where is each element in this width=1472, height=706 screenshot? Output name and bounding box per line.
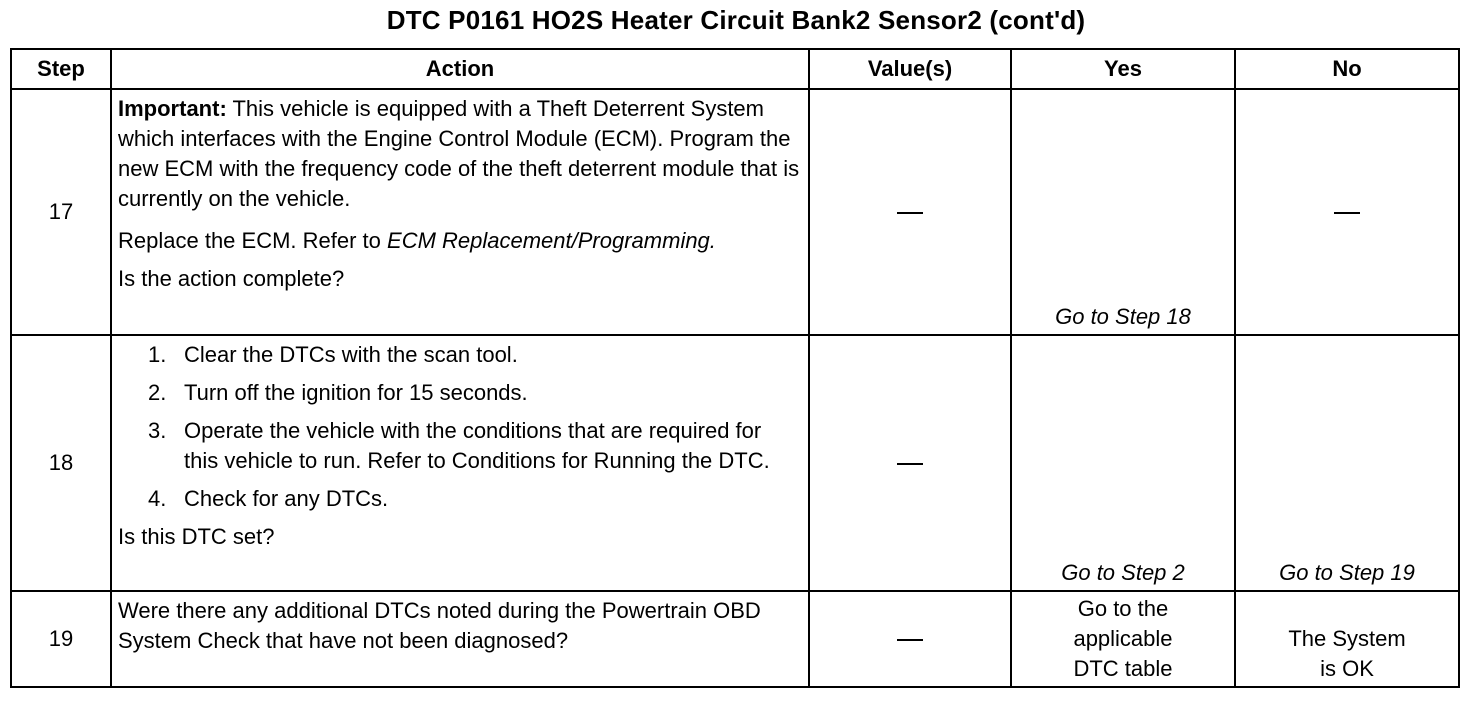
- table-row-step-17: [11, 89, 1459, 335]
- table-row-step-18: [11, 335, 1459, 591]
- action-cell: [111, 335, 809, 591]
- diagnostic-table: [10, 48, 1460, 688]
- values-cell: [809, 89, 1011, 335]
- header-no: No: [1235, 49, 1459, 89]
- yes-line: applicable: [1073, 626, 1173, 651]
- dash-mark: [897, 463, 923, 465]
- header-action: Action: [111, 49, 809, 89]
- no-line: is OK: [1320, 656, 1374, 681]
- dash-mark: [1334, 212, 1360, 214]
- header-step: Step: [11, 49, 111, 89]
- dash-mark: [897, 212, 923, 214]
- list-item: 4. Check for any DTCs.: [148, 486, 389, 511]
- action-question: Is this DTC set?: [118, 524, 275, 549]
- yes-cell: [1011, 591, 1235, 687]
- header-values: Value(s): [809, 49, 1011, 89]
- table-header-row: [11, 49, 1459, 89]
- yes-line: Go to the: [1077, 596, 1169, 621]
- step-number: 18: [11, 335, 111, 591]
- values-cell: [809, 335, 1011, 591]
- list-item: 2. Turn off the ignition for 15 seconds.: [148, 380, 528, 405]
- header-yes: Yes: [1011, 49, 1235, 89]
- important-text: This vehicle is equipped with a Theft Deterrent System which interfaces with the Engine Control Module (ECM). Program the new ECM with the frequency code of the theft deterrent module that is currently on the vehicle.: [118, 96, 800, 211]
- dash-mark: [897, 639, 923, 641]
- important-note: [118, 94, 800, 214]
- important-label: Important:: [118, 96, 227, 121]
- values-cell: [809, 591, 1011, 687]
- action-cell: [111, 591, 809, 687]
- action-cell: [111, 89, 809, 335]
- yes-cell: Go to Step 18: [1011, 89, 1235, 335]
- no-cell: [1235, 89, 1459, 335]
- action-question: Were there any additional DTCs noted during the Powertrain OBD System Check that have not been diagnosed?: [118, 598, 761, 653]
- list-item: 3. Operate the vehicle with the conditions that are required for this vehicle to run. Refer to Conditions for Running the DTC.: [148, 418, 770, 473]
- procedure-list: [118, 340, 800, 514]
- table-row-step-19: [11, 591, 1459, 687]
- list-item: 1. Clear the DTCs with the scan tool.: [148, 342, 518, 367]
- step-number: 17: [11, 89, 111, 335]
- no-cell: Go to Step 19: [1235, 335, 1459, 591]
- instruction-reference: ECM Replacement/Programming.: [387, 228, 716, 253]
- step-number: 19: [11, 591, 111, 687]
- instruction: [118, 226, 800, 256]
- instruction-prefix: Replace the ECM. Refer to: [118, 228, 388, 253]
- no-line: The System: [1288, 626, 1406, 651]
- page-title: DTC P0161 HO2S Heater Circuit Bank2 Sensor2 (cont'd): [386, 5, 1086, 35]
- action-question: Is the action complete?: [118, 266, 345, 291]
- no-cell: [1235, 591, 1459, 687]
- yes-cell: Go to Step 2: [1011, 335, 1235, 591]
- yes-line: DTC table: [1073, 656, 1173, 681]
